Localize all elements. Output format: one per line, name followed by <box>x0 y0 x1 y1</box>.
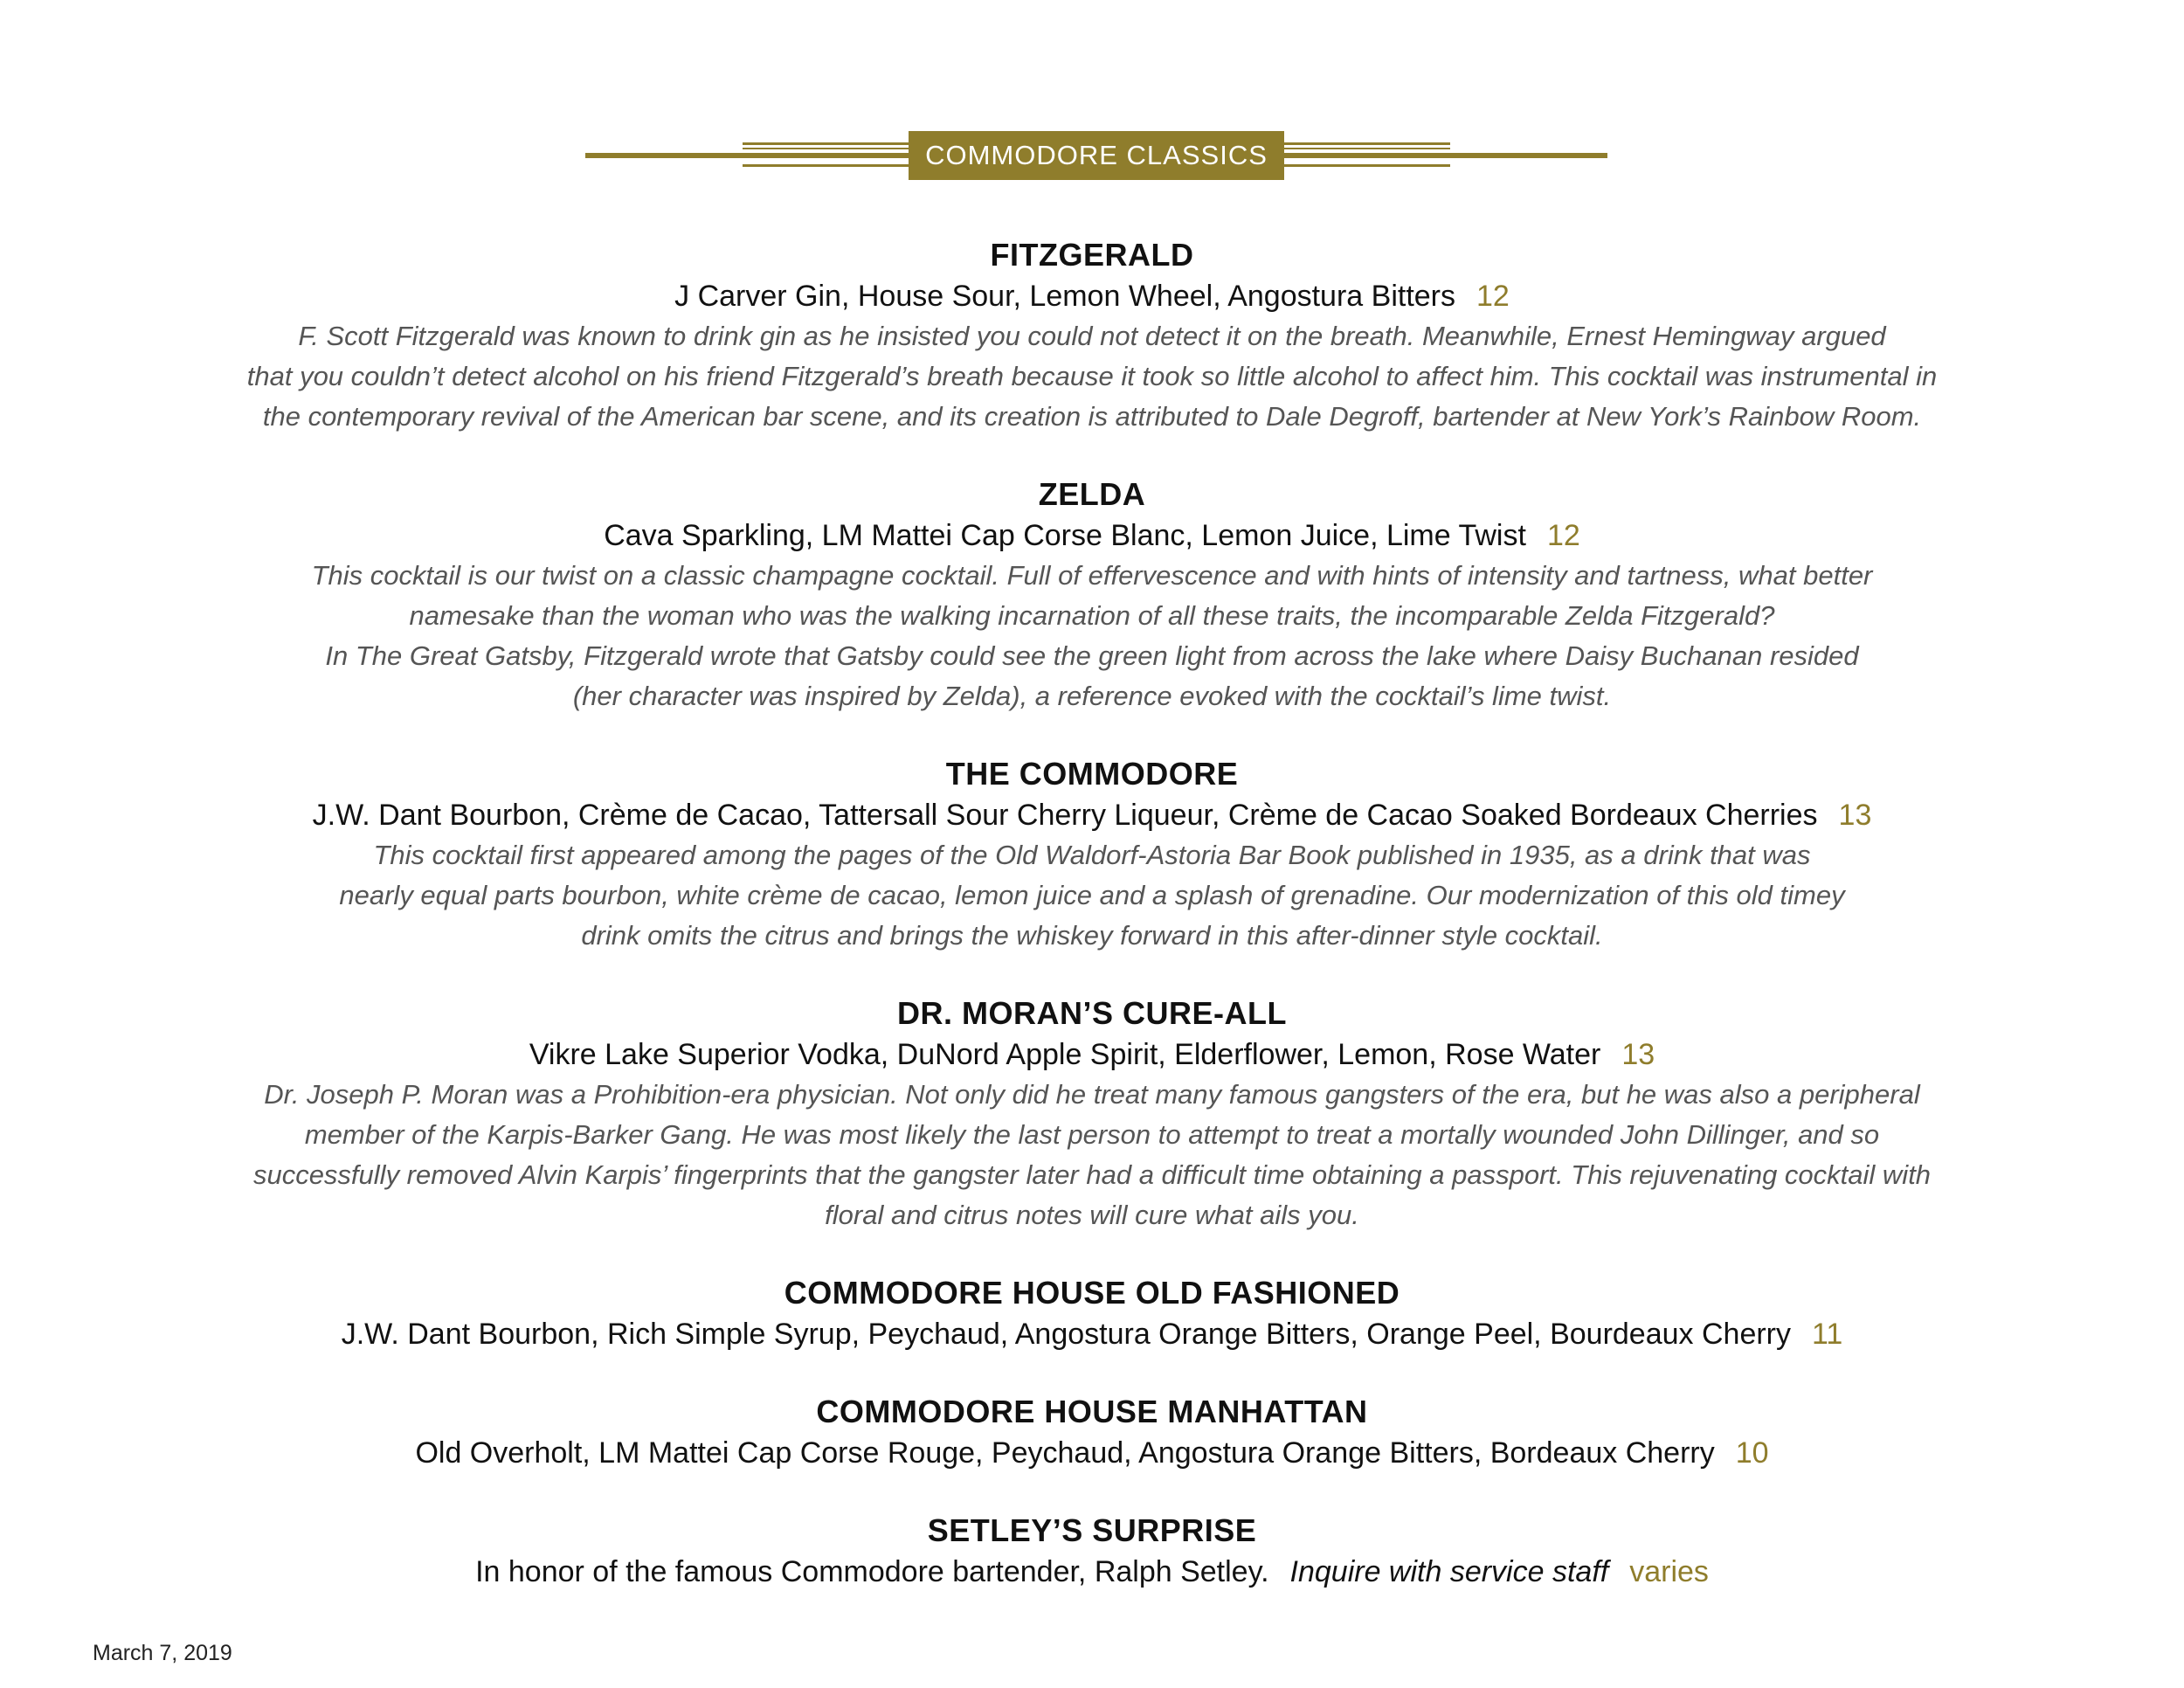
section-banner <box>585 131 1607 180</box>
description-line: floral and citrus notes will cure what ails you. <box>825 1200 1359 1230</box>
description-line: This cocktail first appeared among the pages of the Old Waldorf-Astoria Bar Book published in 1935, as a drink that was <box>373 840 1811 870</box>
item-name: COMMODORE HOUSE MANHATTAN <box>816 1394 1368 1429</box>
menu-item-the-commodore <box>175 753 2009 956</box>
description-line: F. Scott Fitzgerald was known to drink gin as he insisted you could not detect it on the breath. Meanwhile, Ernest Hemingway argued <box>298 321 1886 351</box>
item-description <box>201 835 1983 956</box>
item-price: 13 <box>1838 799 1872 832</box>
menu-item-fitzgerald <box>175 234 2009 437</box>
menu-item-setleys-surprise <box>175 1510 2009 1592</box>
item-ingredients: In honor of the famous Commodore bartender, Ralph Setley. <box>475 1555 1269 1588</box>
item-ingredients: J.W. Dant Bourbon, Crème de Cacao, Tattersall Sour Cherry Liqueur, Crème de Cacao Soaked Bordeaux Cherries <box>312 799 1818 832</box>
item-price: 12 <box>1476 280 1510 313</box>
menu-item-manhattan <box>175 1391 2009 1473</box>
item-ingredients: Old Overholt, LM Mattei Cap Corse Rouge, Peychaud, Angostura Orange Bitters, Bordeaux Cherry <box>415 1436 1715 1470</box>
item-price: 10 <box>1735 1436 1769 1470</box>
item-name: DR. MORAN’S CURE-ALL <box>897 995 1287 1031</box>
item-ingredients: Vikre Lake Superior Vodka, DuNord Apple Spirit, Elderflower, Lemon, Rose Water <box>529 1038 1601 1071</box>
banner-rule-left-top <box>743 142 917 145</box>
item-name: FITZGERALD <box>990 237 1194 273</box>
item-description <box>201 1075 1983 1235</box>
item-ingredients-line <box>175 276 2009 316</box>
item-ingredients-line <box>175 795 2009 835</box>
item-note: Inquire with service staff <box>1289 1555 1609 1588</box>
description-line: nearly equal parts bourbon, white crème de cacao, lemon juice and a splash of grenadine. Our modernization of this old timey <box>339 880 1845 910</box>
description-line: (her character was inspired by Zelda), a reference evoked with the cocktail’s lime twist. <box>572 681 1612 711</box>
banner-rule-right-bottom <box>1275 164 1450 167</box>
item-ingredients: J.W. Dant Bourbon, Rich Simple Syrup, Peychaud, Angostura Orange Bitters, Orange Peel, Bourdeaux Cherry <box>341 1318 1791 1351</box>
banner-rule-right-top <box>1275 142 1450 145</box>
item-description <box>201 316 1983 437</box>
description-line: In The Great Gatsby, Fitzgerald wrote that Gatsby could see the green light from across the lake where Daisy Buchanan resided <box>325 640 1859 671</box>
item-name: SETLEY’S SURPRISE <box>927 1512 1257 1548</box>
item-price: varies <box>1629 1555 1709 1588</box>
banner-rule-right <box>1275 153 1607 158</box>
item-ingredients-line <box>175 515 2009 556</box>
item-ingredients-line <box>175 1314 2009 1354</box>
banner-rule-right-mid <box>1275 148 1450 149</box>
menu-item-dr-morans-cure-all <box>175 993 2009 1235</box>
item-name: THE COMMODORE <box>945 756 1239 792</box>
description-line: the contemporary revival of the American bar scene, and its creation is attributed to Dale Degroff, bartender at New York’s Rainbow Room. <box>262 401 1922 432</box>
item-ingredients-line <box>175 1034 2009 1075</box>
banner-rule-left <box>585 153 917 158</box>
item-price: 11 <box>1812 1318 1843 1351</box>
item-name: COMMODORE HOUSE OLD FASHIONED <box>784 1275 1400 1311</box>
item-ingredients-line <box>175 1552 2009 1592</box>
section-title: COMMODORE CLASSICS <box>909 131 1284 180</box>
description-line: that you couldn’t detect alcohol on his friend Fitzgerald’s breath because it took so little alcohol to affect him. This cocktail was instrumental in <box>246 361 1938 391</box>
description-line: member of the Karpis-Barker Gang. He was most likely the last person to attempt to treat a mortally wounded John Dillinger, and so <box>304 1119 1880 1150</box>
item-ingredients: J Carver Gin, House Sour, Lemon Wheel, Angostura Bitters <box>674 280 1456 313</box>
menu-date: March 7, 2019 <box>93 1641 232 1665</box>
description-line: This cocktail is our twist on a classic champagne cocktail. Full of effervescence and with hints of intensity and tartness, what better <box>311 560 1873 591</box>
item-ingredients-line <box>175 1433 2009 1473</box>
item-ingredients: Cava Sparkling, LM Mattei Cap Corse Blanc, Lemon Juice, Lime Twist <box>604 519 1526 552</box>
menu-item-zelda <box>175 474 2009 716</box>
item-name: ZELDA <box>1038 476 1146 512</box>
item-description <box>201 556 1983 716</box>
description-line: drink omits the citrus and brings the whiskey forward in this after-dinner style cocktail. <box>581 920 1603 951</box>
description-line: Dr. Joseph P. Moran was a Prohibition-era physician. Not only did he treat many famous gangsters of the era, but he was also a peripheral <box>264 1079 1920 1110</box>
banner-rule-left-mid <box>743 148 917 149</box>
item-price: 12 <box>1546 519 1580 552</box>
description-line: namesake than the woman who was the walking incarnation of all these traits, the incomparable Zelda Fitzgerald? <box>409 600 1775 631</box>
description-line: successfully removed Alvin Karpis’ fingerprints that the gangster later had a difficult time obtaining a passport. This rejuvenating cocktail with <box>252 1159 1932 1190</box>
banner-rule-left-bottom <box>743 164 917 167</box>
menu-item-old-fashioned <box>175 1272 2009 1354</box>
cocktail-menu <box>175 234 2009 1592</box>
item-price: 13 <box>1621 1038 1655 1071</box>
